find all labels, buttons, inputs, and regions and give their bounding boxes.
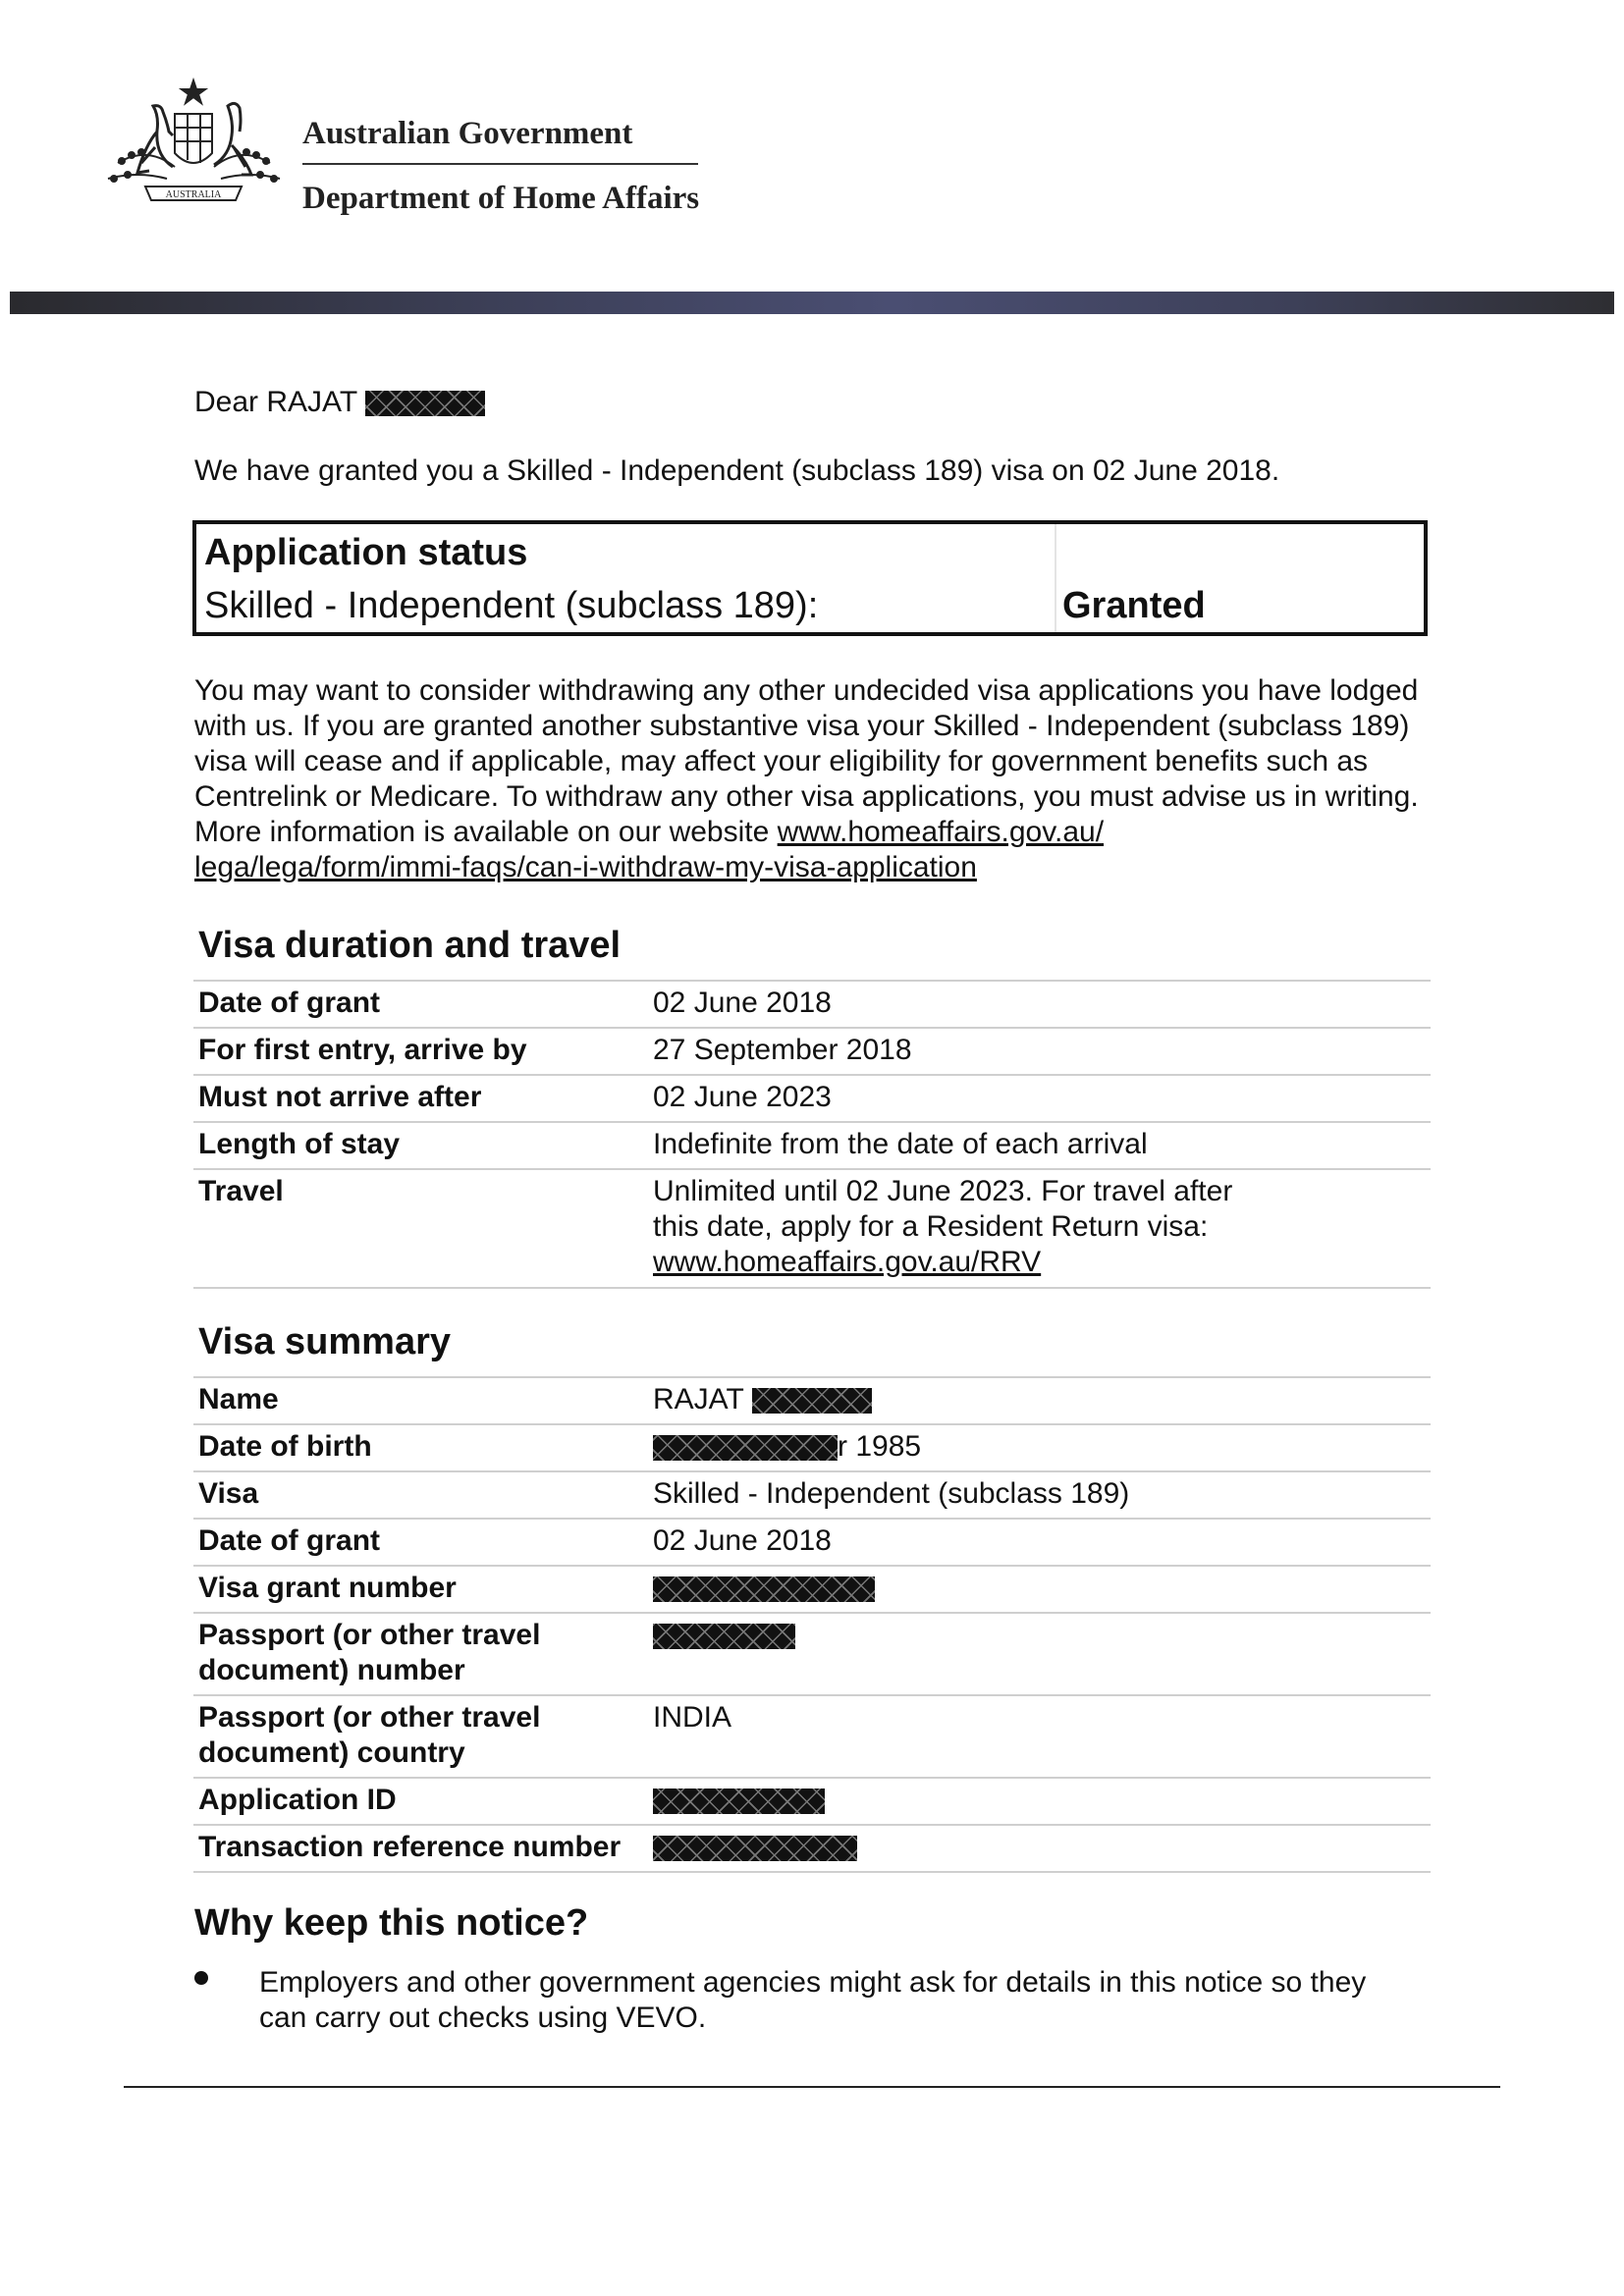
table-row [193, 1029, 1431, 1076]
row-label: Must not arrive after [198, 1081, 482, 1113]
row-label: Transaction reference number [198, 1831, 622, 1863]
row-value [650, 1830, 1431, 1871]
row-label: Name [198, 1383, 279, 1415]
row-value: INDIA [653, 1701, 732, 1734]
footer-divider [124, 2086, 1500, 2088]
redacted-grant-number [653, 1576, 875, 1602]
row-label: Date of grant [198, 987, 381, 1019]
status-visa-label: Skilled - Independent (subclass 189): [204, 585, 819, 626]
redacted-passport-number [653, 1624, 795, 1649]
status-value: Granted [1062, 585, 1206, 626]
withdraw-paragraph [194, 673, 1441, 885]
row-label [193, 1700, 650, 1777]
coat-of-arms-icon [98, 77, 290, 219]
name-value: RAJAT [653, 1383, 744, 1415]
redacted-surname [365, 391, 485, 416]
row-value [650, 1382, 1431, 1423]
row-label: For first entry, arrive by [198, 1034, 527, 1066]
table-row [193, 1076, 1431, 1123]
table-row [193, 1567, 1431, 1614]
row-label [193, 1618, 650, 1694]
government-name: Australian Government [302, 116, 633, 151]
row-value: 02 June 2018 [653, 1524, 832, 1557]
table-row [193, 1425, 1431, 1472]
travel-line-1: Unlimited until 02 June 2023. For travel after [653, 1175, 1233, 1207]
table-row [193, 1520, 1431, 1567]
status-divider [1055, 524, 1056, 632]
row-label: Date of birth [198, 1430, 372, 1463]
row-label: Travel [198, 1175, 284, 1207]
table-row [193, 1779, 1431, 1826]
rrv-link[interactable]: www.homeaffairs.gov.au/RRV [653, 1246, 1042, 1278]
row-value: 27 September 2018 [653, 1034, 912, 1066]
row-label-line-2: document) country [198, 1736, 465, 1769]
row-value: 02 June 2018 [653, 987, 832, 1019]
row-value [650, 1174, 1431, 1287]
grant-sentence: We have granted you a Skilled - Independent (subclass 189) visa on 02 June 2018. [194, 454, 1280, 487]
why-keep-title: Why keep this notice? [194, 1902, 589, 1944]
withdraw-link-part2[interactable]: lega/lega/form/immi-faqs/can-i-withdraw-my-visa-application [194, 851, 977, 883]
duration-table [193, 980, 1431, 1289]
redacted-transaction-reference [653, 1836, 857, 1861]
row-label: Visa grant number [198, 1572, 457, 1604]
row-label-line-1: Passport (or other travel [198, 1701, 541, 1734]
row-value [650, 1429, 1431, 1470]
bullet-item: Employers and other government agencies might ask for details in this notice so they can carry out checks using VEVO. [259, 1966, 1367, 2034]
table-row [193, 1378, 1431, 1425]
department-name: Department of Home Affairs [302, 181, 700, 216]
table-row [193, 1472, 1431, 1520]
row-label-line-1: Passport (or other travel [198, 1619, 541, 1651]
row-label-line-2: document) number [198, 1654, 465, 1686]
application-status-box [192, 520, 1428, 636]
row-label: Date of grant [198, 1524, 381, 1557]
crest-ribbon-text: AUSTRALIA [165, 189, 222, 200]
row-value: 02 June 2023 [653, 1081, 832, 1113]
row-label: Length of stay [198, 1128, 401, 1160]
salutation [194, 385, 485, 420]
row-value [650, 1783, 1431, 1824]
row-value [650, 1618, 1431, 1694]
bullet-dot-icon [194, 1971, 208, 1985]
row-label: Visa [198, 1477, 259, 1510]
row-value [650, 1571, 1431, 1612]
withdraw-text: You may want to consider withdrawing any other undecided visa applications you have lodged with us. If you are granted another substantive visa your Skilled - Independent (subclass 189) visa will cease and if applicable, may affect your eligibility for government benefits such as Centrelink or Medicare. To withdraw any other visa applications, you must advise us in writing. More information is available on our website [194, 674, 1419, 848]
table-row [193, 1826, 1431, 1873]
status-heading: Application status [204, 532, 528, 573]
birth-year-value: r 1985 [838, 1430, 922, 1463]
duration-section-title: Visa duration and travel [198, 925, 622, 966]
row-label: Application ID [198, 1784, 397, 1816]
redacted-surname [752, 1388, 872, 1414]
header-divider [302, 163, 698, 165]
summary-section-title: Visa summary [198, 1321, 452, 1362]
table-row [193, 1170, 1431, 1289]
travel-line-2: this date, apply for a Resident Return visa: [653, 1210, 1209, 1243]
row-value: Skilled - Independent (subclass 189) [653, 1477, 1130, 1510]
summary-table [193, 1376, 1431, 1873]
table-row [193, 1696, 1431, 1779]
row-value: Indefinite from the date of each arrival [653, 1128, 1148, 1160]
table-row [193, 1123, 1431, 1170]
withdraw-link-part1[interactable]: www.homeaffairs.gov.au/ [777, 816, 1105, 848]
table-row [193, 1614, 1431, 1696]
table-row [193, 982, 1431, 1029]
redacted-birth-date [653, 1435, 838, 1461]
header-banner [10, 292, 1614, 314]
redacted-application-id [653, 1789, 825, 1814]
salutation-text: Dear RAJAT [194, 386, 357, 418]
